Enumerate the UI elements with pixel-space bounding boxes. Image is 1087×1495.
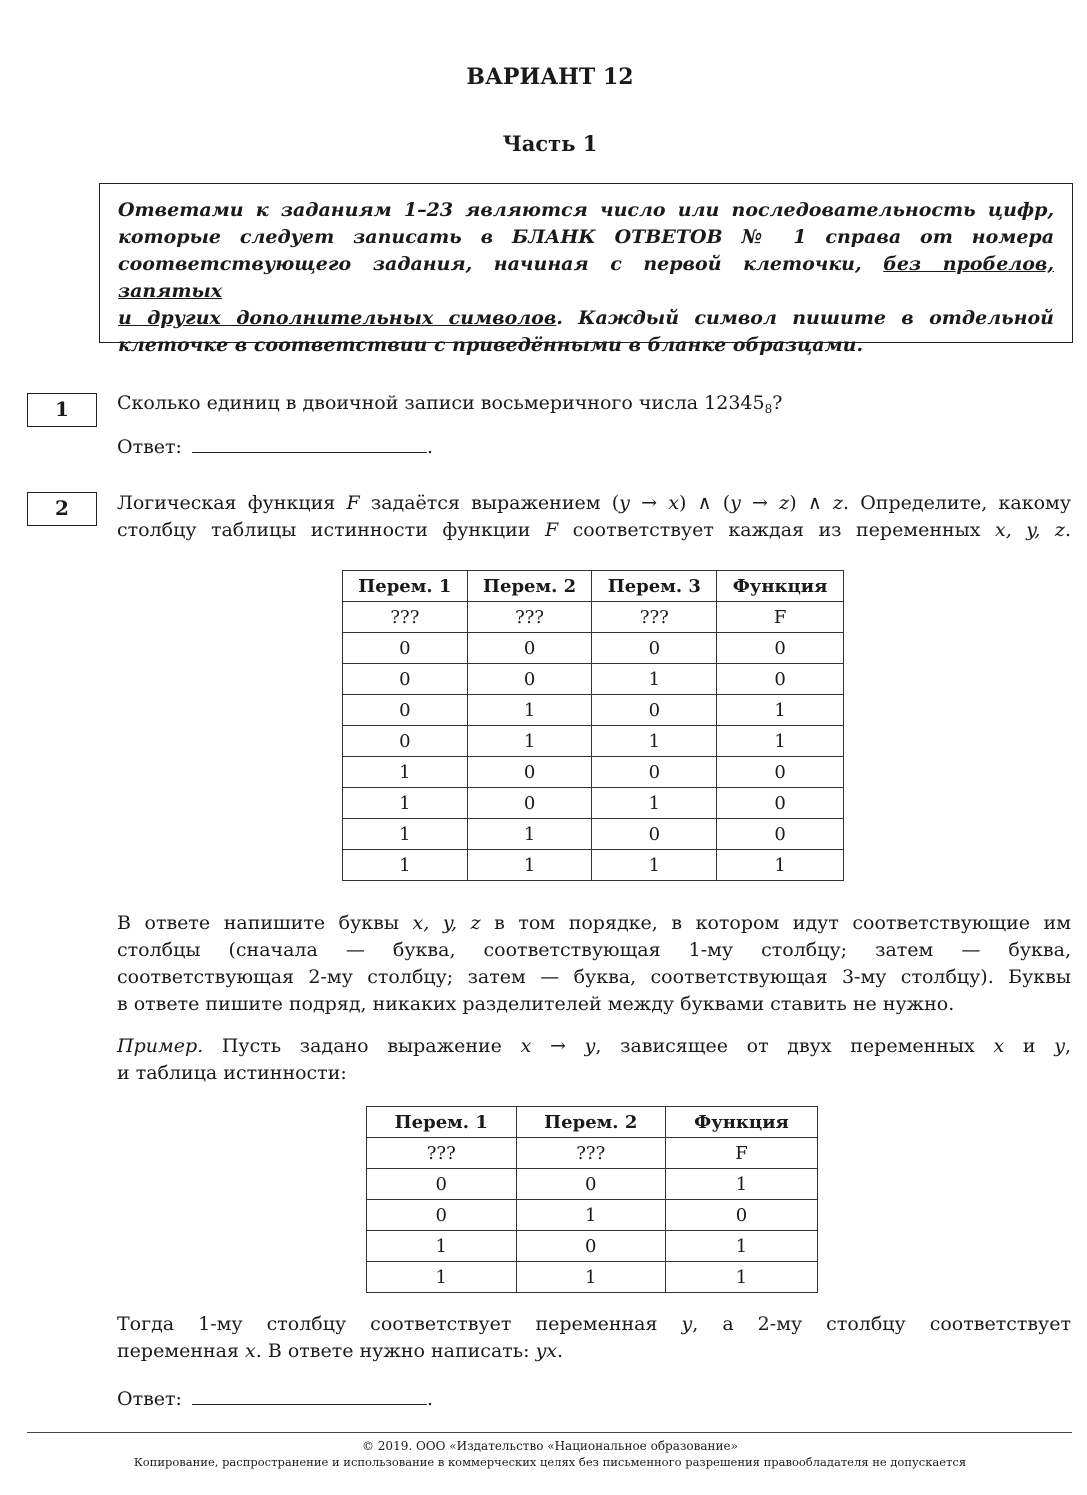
footer-divider bbox=[27, 1432, 1072, 1433]
table-cell: ??? bbox=[467, 602, 592, 633]
table-cell: 0 bbox=[666, 1200, 818, 1231]
table-header-cell: Функция bbox=[717, 571, 844, 602]
task-2-number-box: 2 bbox=[27, 492, 97, 526]
task-1-number-box: 1 bbox=[27, 393, 97, 427]
table-cell: 0 bbox=[343, 695, 468, 726]
table-cell: 1 bbox=[467, 695, 592, 726]
table-cell: 0 bbox=[343, 633, 468, 664]
table-cell: 1 bbox=[367, 1231, 517, 1262]
table-cell: 0 bbox=[343, 726, 468, 757]
example-paragraph bbox=[117, 1033, 1071, 1087]
table-cell: 0 bbox=[516, 1231, 666, 1262]
table-cell: 0 bbox=[592, 819, 717, 850]
truth-table-main bbox=[342, 570, 844, 881]
table-cell: F bbox=[666, 1138, 818, 1169]
table-cell: 1 bbox=[592, 788, 717, 819]
table-row bbox=[343, 726, 844, 757]
table-cell: 0 bbox=[717, 788, 844, 819]
table-cell: 1 bbox=[717, 850, 844, 881]
answer-label: Ответ: bbox=[117, 1388, 182, 1410]
table-cell: 0 bbox=[592, 633, 717, 664]
variant-title: ВАРИАНТ 12 bbox=[466, 64, 634, 90]
table-cell: 1 bbox=[467, 850, 592, 881]
answer-instructions-line-3: соответствующая 2-му столбцу; затем — буква, соответствующая 3-му столбцу). Буквы bbox=[117, 966, 1071, 988]
footer-copyright: © 2019. ООО «Издательство «Национальное образование» bbox=[361, 1439, 738, 1453]
task-2-statement bbox=[117, 490, 1071, 544]
answer-instructions-line-1: В ответе напишите буквы x, y, z в том порядке, в котором идут соответствующие им bbox=[117, 912, 1071, 934]
table-row bbox=[367, 1231, 818, 1262]
table-cell: 0 bbox=[717, 633, 844, 664]
conclusion-line-2: переменная x. В ответе нужно написать: yx. bbox=[117, 1340, 564, 1362]
instructions-line-5: клеточке в соответствии с приведёнными в бланке образцами. bbox=[118, 334, 864, 356]
table-cell: 0 bbox=[592, 695, 717, 726]
table-cell: 1 bbox=[343, 850, 468, 881]
answer-label: Ответ: bbox=[117, 436, 182, 458]
table-row bbox=[343, 819, 844, 850]
answer-field[interactable] bbox=[192, 434, 427, 453]
table-cell: 0 bbox=[717, 664, 844, 695]
table-cell: 1 bbox=[666, 1169, 818, 1200]
table-header-cell: Перем. 2 bbox=[516, 1107, 666, 1138]
table-row bbox=[367, 1169, 818, 1200]
table-header-cell: Перем. 3 bbox=[592, 571, 717, 602]
task-2-answer: Ответ: . bbox=[117, 1388, 433, 1410]
table-cell: 1 bbox=[343, 788, 468, 819]
table-header-row bbox=[367, 1107, 818, 1138]
table-row bbox=[367, 1200, 818, 1231]
table-row bbox=[343, 850, 844, 881]
table-cell: 1 bbox=[592, 850, 717, 881]
table-cell: 1 bbox=[592, 664, 717, 695]
table-cell: 0 bbox=[467, 633, 592, 664]
table-cell: 0 bbox=[343, 664, 468, 695]
example-line-2: и таблица истинности: bbox=[117, 1062, 347, 1084]
footer-notice: Копирование, распространение и использование в коммерческих целях без письменного разрешения правообладателя не допускается bbox=[133, 1455, 967, 1469]
table-row bbox=[343, 788, 844, 819]
conclusion-line-1: Тогда 1-му столбцу соответствует переменная y, а 2-му столбцу соответствует bbox=[117, 1313, 1071, 1335]
answer-instructions-line-2: столбцы (сначала — буква, соответствующая 1-му столбцу; затем — буква, bbox=[117, 939, 1071, 961]
task-2-line-2: столбцу таблицы истинности функции F соответствует каждая из переменных x, y, z. bbox=[117, 519, 1071, 541]
table-cell: 1 bbox=[717, 695, 844, 726]
part-title: Часть 1 bbox=[502, 131, 598, 156]
task-2-line-1: Логическая функция F задаётся выражением (y → x) ∧ (y → z) ∧ z. Определите, какому bbox=[117, 492, 1072, 514]
table-cell: 0 bbox=[467, 757, 592, 788]
table-cell: 0 bbox=[717, 757, 844, 788]
table-cell: 1 bbox=[467, 726, 592, 757]
table-header-cell: Перем. 1 bbox=[367, 1107, 517, 1138]
truth-table-example bbox=[366, 1106, 818, 1293]
table-header-cell: Перем. 1 bbox=[343, 571, 468, 602]
table-cell: 1 bbox=[367, 1262, 517, 1293]
example-line-1: Пример. Пусть задано выражение x → y, зависящее от двух переменных x и y, bbox=[117, 1035, 1072, 1057]
table-cell: ??? bbox=[367, 1138, 517, 1169]
table-cell: 0 bbox=[717, 819, 844, 850]
task-1-question: Сколько единиц в двоичной записи восьмеричного числа $12345_8$? bbox=[117, 392, 783, 416]
answer-instructions-line-4: в ответе пишите подряд, никаких разделителей между буквами ставить не нужно. bbox=[117, 993, 955, 1015]
table-cell: F bbox=[717, 602, 844, 633]
table-cell: 0 bbox=[516, 1169, 666, 1200]
table-cell: 1 bbox=[343, 757, 468, 788]
table-row bbox=[367, 1262, 818, 1293]
table-row bbox=[343, 695, 844, 726]
table-header-row bbox=[343, 571, 844, 602]
table-cell: ??? bbox=[343, 602, 468, 633]
table-cell: 1 bbox=[592, 726, 717, 757]
table-cell: 0 bbox=[367, 1200, 517, 1231]
table-cell: 1 bbox=[516, 1200, 666, 1231]
table-cell: 0 bbox=[367, 1169, 517, 1200]
instructions-line-4: и других дополнительных символов. Каждый символ пишите в отдельной bbox=[118, 307, 1054, 329]
instructions-box bbox=[99, 183, 1073, 356]
table-row bbox=[367, 1138, 818, 1169]
table-cell: ??? bbox=[516, 1138, 666, 1169]
instructions-line-3: соответствующего задания, начиная с первой клеточки, без пробелов, запятых bbox=[118, 253, 1054, 302]
table-cell: 0 bbox=[592, 757, 717, 788]
table-cell: 1 bbox=[717, 726, 844, 757]
table-cell: 0 bbox=[467, 788, 592, 819]
table-cell: 1 bbox=[666, 1231, 818, 1262]
table-header-cell: Перем. 2 bbox=[467, 571, 592, 602]
answer-field[interactable] bbox=[192, 1386, 427, 1405]
table-cell: 1 bbox=[343, 819, 468, 850]
table-row bbox=[343, 757, 844, 788]
answer-instructions bbox=[117, 910, 1071, 1018]
example-conclusion bbox=[117, 1311, 1071, 1365]
table-header-cell: Функция bbox=[666, 1107, 818, 1138]
table-cell: 1 bbox=[666, 1262, 818, 1293]
table-row bbox=[343, 633, 844, 664]
instructions-line-1: Ответами к заданиям 1–23 являются число или последовательность цифр, bbox=[118, 199, 1054, 221]
task-1-answer: Ответ: . bbox=[117, 436, 433, 458]
table-row bbox=[343, 664, 844, 695]
table-cell: ??? bbox=[592, 602, 717, 633]
table-cell: 1 bbox=[467, 819, 592, 850]
table-cell: 1 bbox=[516, 1262, 666, 1293]
instructions-line-2: которые следует записать в БЛАНК ОТВЕТОВ № 1 справа от номера bbox=[118, 226, 1054, 248]
table-row bbox=[343, 602, 844, 633]
table-cell: 0 bbox=[467, 664, 592, 695]
